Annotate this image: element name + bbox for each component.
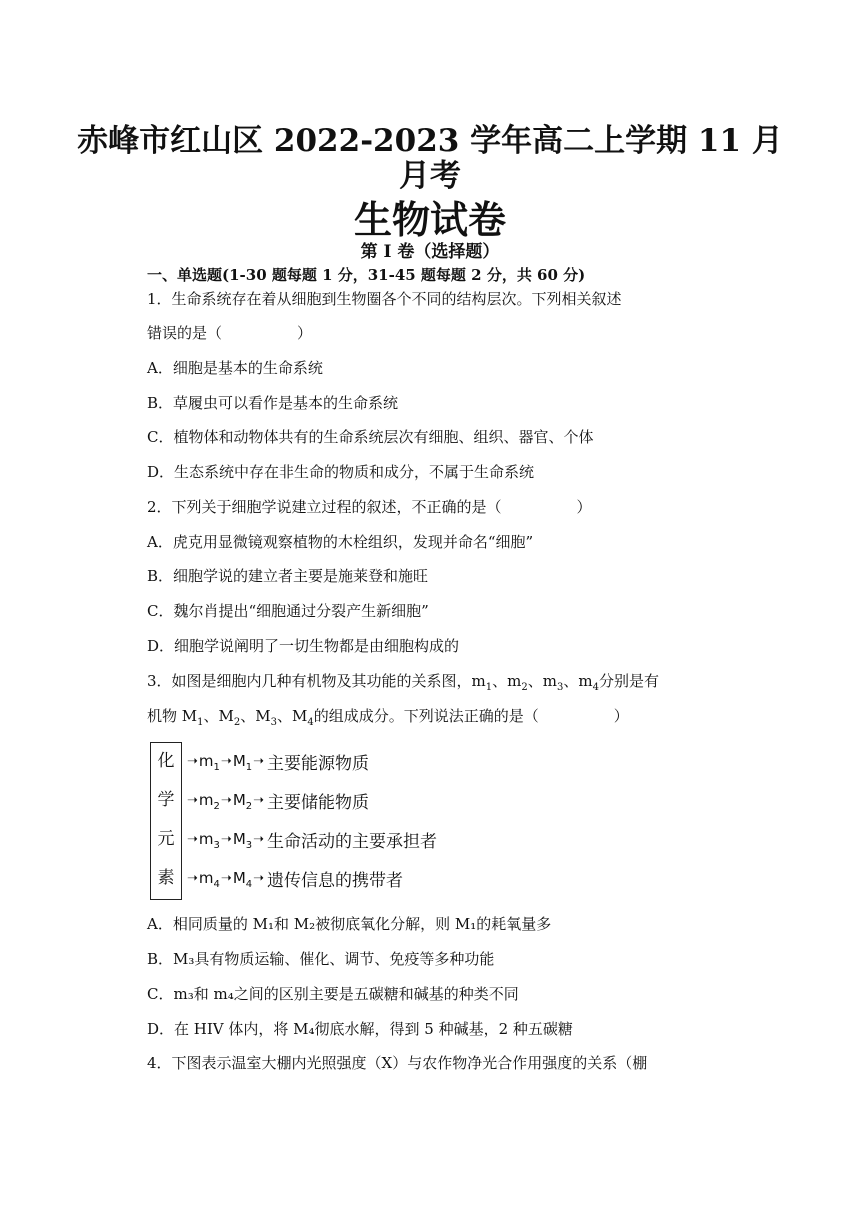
element-char: 化 — [157, 751, 175, 771]
diagram-row-4 — [186, 866, 403, 890]
monomer-label: $m_3$ — [198, 830, 220, 851]
arrow-icon: ➝ — [253, 831, 265, 847]
exam-subject-title: 生物试卷 — [353, 197, 506, 242]
arrow-icon: ➝ — [253, 792, 265, 808]
diagram-row-1 — [186, 749, 369, 773]
polymer-label: $M_4$ — [232, 869, 253, 890]
arrow-icon: ➝ — [220, 753, 232, 769]
q2-stem: 2．下列关于细胞学说建立过程的叙述，不正确的是（ ） — [147, 498, 592, 516]
q3-stem-line2: 机物 $M_1$、$M_2$、$M_3$、$M_4$的组成成分。下列说法正确的是（ ） — [147, 707, 629, 728]
q4-stem-line1: 4．下图表示温室大棚内光照强度（X）与农作物净光合作用强度的关系（棚 — [147, 1054, 648, 1072]
q1-option-a: A．细胞是基本的生命系统 — [147, 359, 323, 377]
polymer-label: $M_1$ — [232, 752, 253, 773]
q3-option-d: D．在 HIV 体内，将 M₄彻底水解，得到 5 种碱基，2 种五碳糖 — [147, 1020, 573, 1038]
q3-stem-line1-text: 3．如图是细胞内几种有机物及其功能的关系图，m — [147, 672, 486, 690]
q3-option-a: A．相同质量的 M₁和 M₂被彻底氧化分解，则 M₁的耗氧量多 — [147, 915, 552, 933]
q1-stem-line1: 1．生命系统存在着从细胞到生物圈各个不同的结构层次。下列相关叙述 — [147, 290, 622, 308]
q3-option-b: B．M₃具有物质运输、催化、调节、免疫等多种功能 — [147, 950, 495, 968]
arrow-icon: ➝ — [220, 792, 232, 808]
monomer-label: $m_4$ — [198, 869, 220, 890]
q1-stem-line2: 错误的是（ ） — [147, 324, 313, 342]
function-label: 主要能源物质 — [267, 753, 370, 774]
arrow-icon: ➝ — [187, 753, 198, 769]
arrow-icon: ➝ — [253, 753, 265, 769]
monomer-label: $m_1$ — [198, 752, 220, 773]
q2-option-a: A．虎克用显微镜观察植物的木栓组织，发现并命名“细胞” — [147, 533, 534, 551]
q3-stem-line1: 3．如图是细胞内几种有机物及其功能的关系图，$m_1$、$m_2$、$m_3$、$m_4$分别是有 — [147, 672, 659, 693]
arrow-icon: ➝ — [253, 870, 265, 886]
element-char: 素 — [157, 868, 175, 888]
exam-volume-heading: 第 I 卷（选择题） — [360, 242, 500, 262]
q3-relationship-diagram — [150, 742, 480, 902]
polymer-label: $M_2$ — [232, 791, 253, 812]
element-char: 元 — [157, 829, 175, 849]
q1-option-c: C．植物体和动物体共有的生命系统层次有细胞、组织、器官、个体 — [147, 428, 594, 446]
arrow-icon: ➝ — [187, 831, 198, 847]
polymer-label: $M_3$ — [232, 830, 253, 851]
arrow-icon: ➝ — [220, 831, 232, 847]
function-label: 生命活动的主要承担者 — [267, 831, 438, 852]
arrow-icon: ➝ — [220, 870, 232, 886]
arrow-icon: ➝ — [187, 870, 198, 886]
q2-option-b: B．细胞学说的建立者主要是施莱登和施旺 — [147, 567, 429, 585]
q3-stem-line1-end: 分别是有 — [598, 672, 659, 690]
diagram-row-2 — [186, 788, 369, 812]
section-heading: 一、单选题(1-30 题每题 1 分，31-45 题每题 2 分，共 60 分) — [147, 266, 586, 284]
exam-title-line1: 赤峰市红山区 2022-2023 学年高二上学期 11 月 — [77, 123, 783, 159]
q2-option-c: C．魏尔肖提出“细胞通过分裂产生新细胞” — [147, 602, 429, 620]
q2-option-d: D．细胞学说阐明了一切生物都是由细胞构成的 — [147, 637, 460, 655]
diagram-row-3 — [186, 827, 437, 851]
q1-option-b: B．草履虫可以看作是基本的生命系统 — [147, 394, 399, 412]
arrow-icon: ➝ — [187, 792, 198, 808]
q3-option-c: C．m₃和 m₄之间的区别主要是五碳糖和碱基的种类不同 — [147, 985, 519, 1003]
q1-option-d: D．生态系统中存在非生命的物质和成分，不属于生命系统 — [147, 463, 535, 481]
exam-title-line2: 月考 — [399, 158, 461, 194]
q3-stem-line2-end: 的组成成分。下列说法正确的是（ ） — [313, 707, 629, 725]
monomer-label: $m_2$ — [198, 791, 220, 812]
function-label: 遗传信息的携带者 — [267, 870, 404, 891]
function-label: 主要储能物质 — [267, 792, 370, 813]
q3-stem-line2-text: 机物 M — [147, 707, 198, 725]
element-char: 学 — [157, 790, 175, 810]
